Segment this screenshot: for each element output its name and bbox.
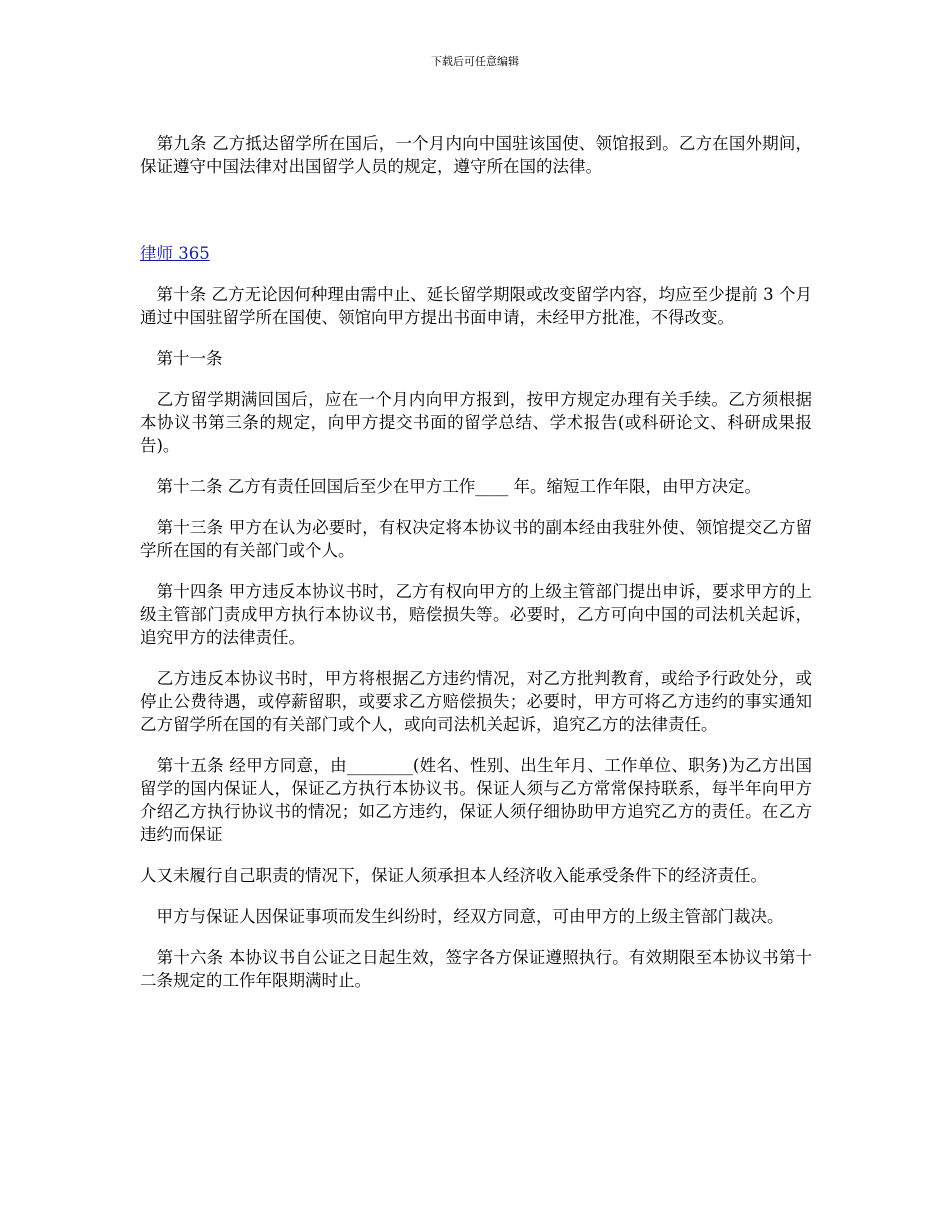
article-9: 第九条 乙方抵达留学所在国后，一个月内向中国驻该国使、领馆报到。乙方在国外期间，保证遵守中国法律对出国留学人员的规定，遵守所在国的法律。	[140, 134, 812, 176]
article-11-title: 第十一条	[140, 349, 223, 368]
article-16: 第十六条 本协议书自公证之日起生效，签字各方保证遵照执行。有效期限至本协议书第十二条规定的工作年限期满时止。	[140, 948, 812, 990]
article-15: 第十五条 经甲方同意，由________(姓名、性别、出生年月、工作单位、职务)为乙方出国留学的国内保证人，保证乙方执行本协议书。保证人须与乙方常常保持联系，每半年向甲方介绍乙方执行协议书的情况；如乙方违约，保证人须仔细协助甲方追究乙方的责任。在乙方违约而保证	[140, 756, 812, 844]
page-header: 下载后可任意编辑	[431, 55, 519, 68]
article-12: 第十二条 乙方有责任回国后至少在甲方工作____ 年。缩短工作年限，由甲方决定。	[140, 477, 761, 496]
article-13: 第十三条 甲方在认为必要时，有权决定将本协议书的副本经由我驻外使、领馆提交乙方留学所在国的有关部门或个人。	[140, 518, 812, 560]
article-15-continued: 人又未履行自己职责的情况下，保证人须承担本人经济收入能承受条件下的经济责任。	[140, 866, 767, 885]
lawyer-365-link[interactable]: 律师 365	[140, 244, 210, 263]
article-11-body: 乙方留学期满回国后，应在一个月内向甲方报到，按甲方规定办理有关手续。乙方须根据本协议书第三条的规定，向甲方提交书面的留学总结、学术报告(或科研论文、科研成果报告)。	[140, 390, 812, 455]
document-body	[140, 132, 812, 992]
article-15-part-2: 甲方与保证人因保证事项而发生纠纷时，经双方同意，可由甲方的上级主管部门裁决。	[140, 907, 784, 926]
article-10: 第十条 乙方无论因何种理由需中止、延长留学期限或改变留学内容，均应至少提前 3 个月通过中国驻留学所在国使、领馆向甲方提出书面申请，未经甲方批准，不得改变。	[140, 285, 812, 327]
article-14-part-2: 乙方违反本协议书时，甲方将根据乙方违约情况，对乙方批判教育，或给予行政处分，或停止公费待遇，或停薪留职，或要求乙方赔偿损失；必要时，甲方可将乙方违约的事实通知乙方留学所在国的有关部门或个人，或向司法机关起诉，追究乙方的法律责任。	[140, 669, 812, 734]
article-14: 第十四条 甲方违反本协议书时，乙方有权向甲方的上级主管部门提出申诉，要求甲方的上级主管部门责成甲方执行本协议书，赔偿损失等。必要时，乙方可向中国的司法机关起诉，追究甲方的法律责任。	[140, 582, 812, 647]
